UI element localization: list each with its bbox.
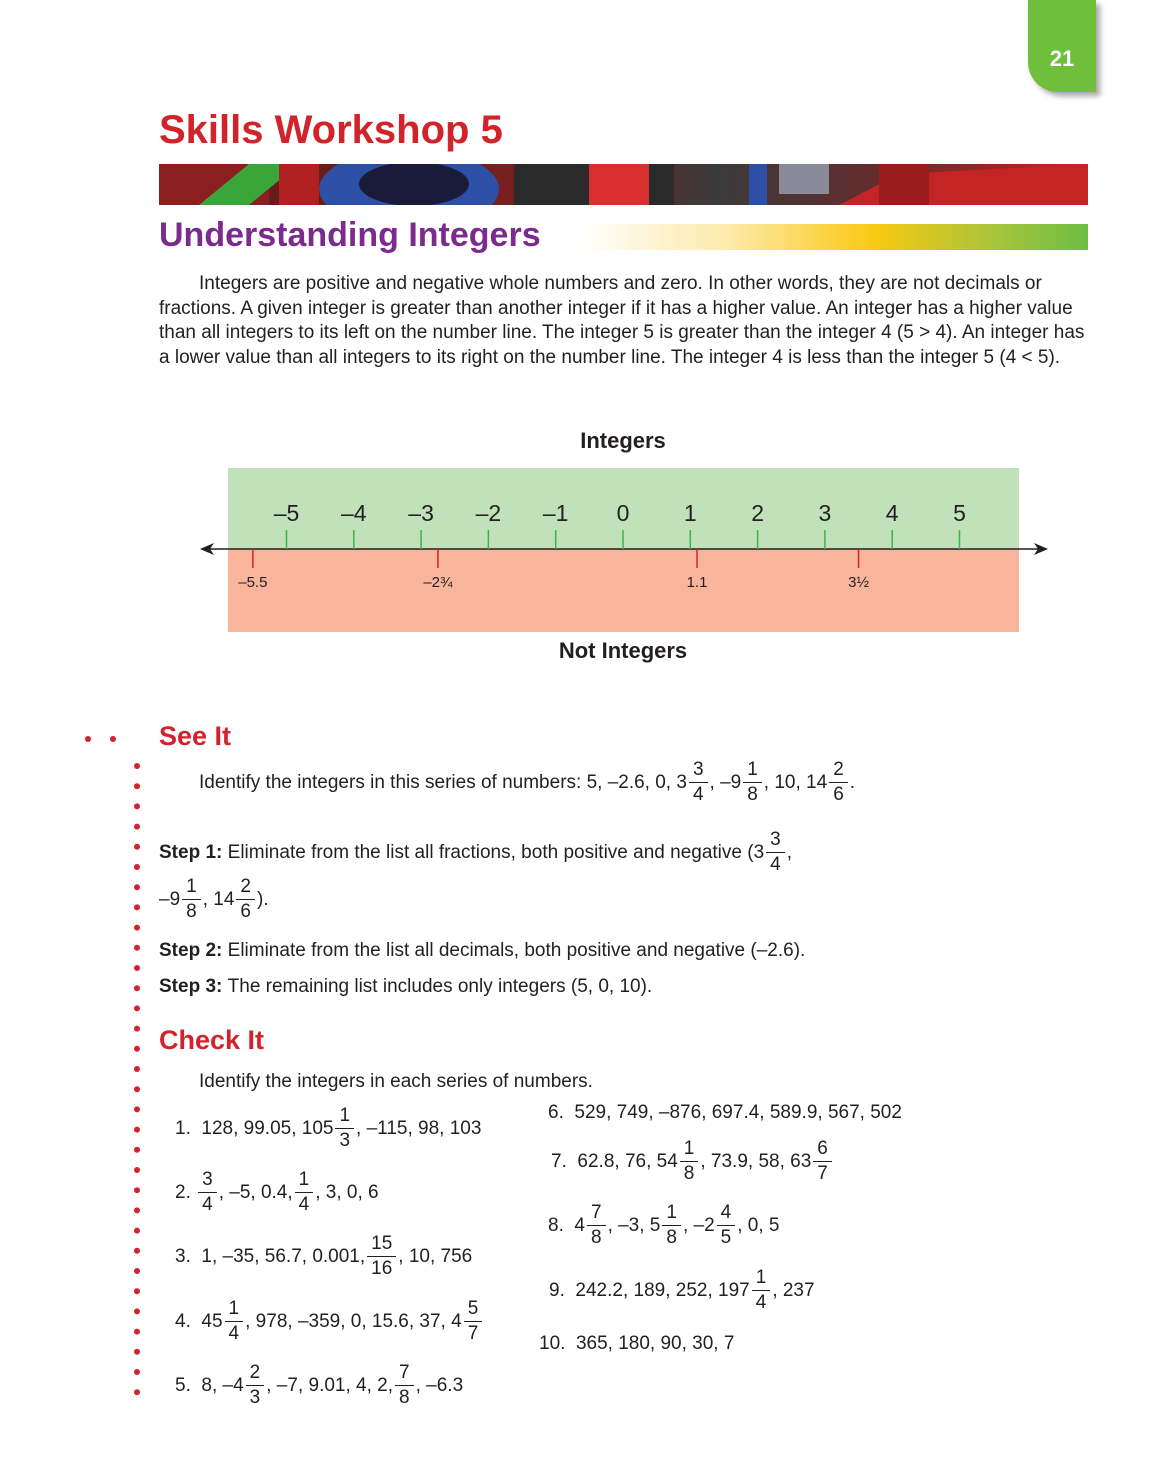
- margin-dot: [134, 1369, 140, 1375]
- margin-dot: [134, 1248, 140, 1254]
- margin-dot: [134, 1329, 140, 1335]
- integer-label: –2: [475, 500, 502, 526]
- step-3: Step 3: The remaining list includes only integers (5, 0, 10).: [159, 976, 653, 997]
- exercise-2: 2. $\frac{3}{4}$ , –5, 0.4, $\frac{1}{4}$ , 3, 0, 6: [175, 1169, 379, 1215]
- exercise-7: 7. 62.8, 76, 54 $\frac{1}{8}$ , 73.9, 58, 63 $\frac{6}{7}$: [551, 1137, 834, 1186]
- exercise-1: 1. 128, 99.05, 105 $\frac{1}{3}$ , –115, 98, 103: [175, 1105, 482, 1151]
- check-it-heading: Check It: [159, 1025, 265, 1055]
- margin-dot: [134, 1207, 140, 1213]
- integer-label: –5: [273, 500, 300, 526]
- step-2: Step 2: Eliminate from the list all decimals, both positive and negative (–2.6).: [159, 940, 806, 961]
- see-it-prompt: Identify the integers in this series of numbers: 5, –2.6, 0, 3 $\frac{3}{4}$ , –9 $\frac{1}{8}$ , 10, 14 $\frac{2}{6}$ .: [199, 759, 856, 805]
- exercise-8: 8. 4 $\frac{7}{8}$ , –3, 5 $\frac{1}{8}$ , –2 $\frac{4}{5}$ , 0, 5: [548, 1202, 780, 1248]
- integer-label: 4: [885, 500, 899, 526]
- integer-label: 2: [751, 500, 764, 526]
- margin-dot: [134, 1046, 140, 1052]
- margin-dot: [134, 1349, 140, 1355]
- integer-label: –1: [542, 500, 569, 526]
- exercise-10: 10. 365, 180, 90, 30, 7: [539, 1333, 735, 1354]
- margin-dot: [134, 803, 140, 809]
- margin-dot: [134, 925, 140, 931]
- exercise-4: 4. 45 $\frac{1}{4}$ , 978, –359, 0, 15.6, 37, 4 $\frac{5}{7}$: [175, 1297, 484, 1346]
- integer-label: –3: [408, 500, 434, 526]
- margin-dot: [134, 824, 140, 830]
- intro-paragraph: Integers are positive and negative whole numbers and zero. In other words, they are not decimals or fractions. A given integer is greater than another integer if it has a higher value. An integer has a higher value than all integers to its left on the number line. The integer 5 is greater than the integer 4 (5 > 4). An integer has a lower value than all integers to its right on the number line. The integer 4 is less than the integer 5 (4 < 5).: [159, 273, 1085, 368]
- page-number: 21: [1049, 46, 1075, 71]
- integer-label: –4: [341, 500, 367, 526]
- margin-dot: [134, 1187, 140, 1193]
- margin-dot: [134, 1127, 140, 1133]
- step-1: Step 1: Eliminate from the list all fractions, both positive and negative (3 $\frac{3}{4}$ ,: [159, 829, 792, 875]
- margin-dot: [134, 1026, 140, 1032]
- margin-dot: [134, 1288, 140, 1294]
- margin-dot: [134, 783, 140, 789]
- margin-dot: [134, 1389, 140, 1395]
- margin-dot: [134, 965, 140, 971]
- integer-label: 1: [683, 500, 697, 526]
- margin-dot: [134, 945, 140, 951]
- margin-dot: [134, 1147, 140, 1153]
- margin-dot: [134, 1228, 140, 1234]
- page-title: Skills Workshop 5: [159, 108, 503, 152]
- number-line: [0, 0, 1156, 660]
- margin-dot: [134, 1167, 140, 1173]
- margin-dot: [134, 1106, 140, 1112]
- margin-dot: [134, 1086, 140, 1092]
- margin-dot: [134, 763, 140, 769]
- section-subtitle: Understanding Integers: [159, 216, 541, 254]
- margin-dot: [134, 1005, 140, 1011]
- integer-label: 5: [953, 500, 966, 526]
- integer-label: 3: [818, 500, 832, 526]
- exercise-9: 9. 242.2, 189, 252, 197 $\frac{1}{4}$ , 237: [549, 1267, 815, 1313]
- check-it-prompt: Identify the integers in each series of numbers.: [199, 1071, 593, 1092]
- margin-dot: [134, 985, 140, 991]
- margin-dot: [134, 844, 140, 850]
- exercise-6: 6. 529, 749, –876, 697.4, 589.9, 567, 502: [548, 1102, 902, 1123]
- step-1-continued: –9 $\frac{1}{8}$ , 14 $\frac{2}{6}$ ).: [159, 876, 269, 922]
- non-integer-label: 1.1: [686, 574, 708, 591]
- not-integers-label: Not Integers: [558, 638, 688, 663]
- exercise-5: 5. 8, –4 $\frac{2}{3}$ , –7, 9.01, 4, 2, $\frac{7}{8}$ , –6.3: [175, 1362, 464, 1408]
- integer-label: 0: [616, 500, 630, 526]
- margin-dots-decoration: [0, 0, 150, 1479]
- non-integer-label: –5.5: [238, 574, 268, 591]
- margin-dot: [134, 1268, 140, 1274]
- integers-label: Integers: [580, 428, 666, 453]
- margin-dot: [134, 904, 140, 910]
- margin-dot: [134, 864, 140, 870]
- exercise-3: 3. 1, –35, 56.7, 0.001, $\frac{15}{16}$ , 10, 756: [175, 1233, 473, 1279]
- non-integer-label: 3½: [848, 574, 869, 591]
- margin-dot: [134, 1308, 140, 1314]
- margin-dot: [134, 1066, 140, 1072]
- margin-dot: [134, 884, 140, 890]
- non-integer-label: –2¾: [423, 574, 453, 591]
- see-it-heading: See It: [159, 721, 232, 751]
